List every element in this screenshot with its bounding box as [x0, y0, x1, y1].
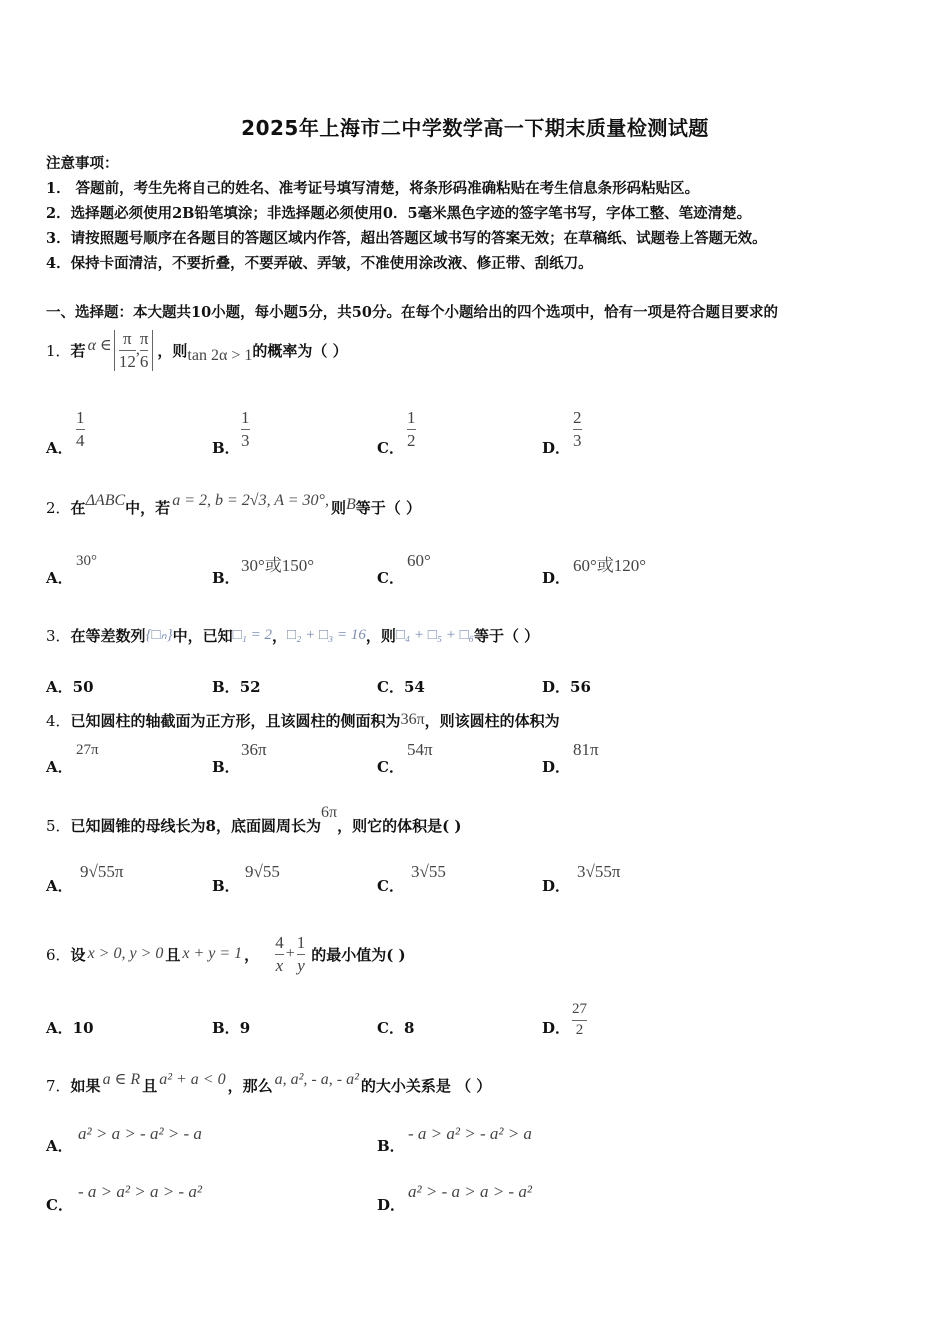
option-label: A． [46, 569, 73, 587]
option-label: B． [212, 877, 240, 895]
option-label: B． [377, 1137, 405, 1155]
question-number: 1． [46, 341, 71, 360]
question-text: 的概率为（ ） [252, 341, 348, 360]
option-value: 50 [72, 678, 94, 696]
notice-item: 1． 答题前，考生先将自己的姓名、准考证号填写清楚，将条形码准确粘贴在考生信息条形码粘贴区。 [46, 180, 700, 197]
option-label: C．8 [377, 1019, 415, 1037]
option-label: D． [542, 569, 571, 587]
option-label: D． [542, 439, 571, 457]
option-value: 56 [570, 678, 591, 696]
option-label: C．54 [377, 678, 425, 696]
option-label: D． [542, 877, 571, 895]
math-sequence: {□ₙ} [145, 627, 173, 643]
question-7: 7．如果 a ∈ R 且 a² + a < 0 ，那么 a, a², - a, - a² 的大小关系是 （ ） [46, 1071, 492, 1095]
question-number: 4． [46, 712, 71, 730]
math-condition: α ∈ [87, 337, 112, 355]
option-label: C． [377, 439, 404, 457]
option-label: D． [542, 1019, 571, 1037]
option-value: $\frac{27}{2}$ [572, 1001, 587, 1038]
option-label: A． [46, 877, 73, 895]
option-label: D． [542, 758, 571, 776]
option-value: - a > a² > - a² > a [408, 1124, 532, 1143]
question-2: 2．在ΔABC中，若 a = 2, b = 2√3, A = 30°, 则B等于（ ） [46, 492, 421, 517]
question-number: 2． [46, 499, 71, 517]
option-value: 27π [76, 742, 99, 758]
question-6: 6． 设 x > 0, y > 0 且 x + y = 1 ， $\frac{4}{x}$ + $\frac{1}{y}$ 的最小值为( ) [46, 932, 406, 975]
option-value: 30° [76, 553, 97, 569]
question-number: 7． [46, 1077, 71, 1095]
math-condition: a = 2, b = 2√3, A = 30°, [172, 492, 329, 509]
option-value: a² > a > - a² > - a [78, 1124, 202, 1143]
option-value: 10 [72, 1019, 94, 1037]
question-3: 3．在等差数列{□ₙ}中，已知□₁ = 2，□₂ + □₃ = 16，则□₄ + □₅ + □₆等于（ ） [46, 627, 540, 645]
option-value: 54π [407, 740, 433, 759]
option-value: a² > - a > a > - a² [408, 1182, 532, 1201]
option-value: 9√55π [80, 862, 124, 881]
option-label: B．9 [212, 1019, 251, 1037]
option-label: A．10 [46, 1019, 94, 1037]
option-value: 36π [241, 740, 267, 759]
question-number: 5． [46, 817, 71, 835]
option-value: 9√55 [245, 862, 280, 881]
question-text: 若 [70, 341, 86, 360]
option-label: C． [46, 1196, 73, 1214]
notice-item: 3．请按照题号顺序在各题目的答题区域内作答，超出答题区域书写的答案无效；在草稿纸、试题卷上答题无效。 [46, 230, 767, 247]
option-value: $\frac{2}{3}$ [573, 408, 582, 450]
option-label: C． [377, 877, 404, 895]
option-value: 60° [407, 551, 431, 570]
notice-item: 2．选择题必须使用2B铅笔填涂；非选择题必须使用0．5毫米黑色字迹的签字笔书写，字体工整、笔迹清楚。 [46, 205, 752, 222]
question-number: 3． [46, 627, 71, 645]
option-label: C． [377, 569, 404, 587]
option-value: 60°或120° [573, 556, 647, 575]
option-label: A． [46, 758, 73, 776]
option-label: C． [377, 758, 404, 776]
option-label: A．50 [46, 678, 94, 696]
math-condition: tan 2α > 1 [187, 347, 253, 365]
option-value: 3√55π [577, 862, 621, 881]
option-label: B． [212, 439, 240, 457]
option-value: 30°或150° [241, 556, 315, 575]
option-value: $\frac{1}{4}$ [76, 408, 85, 450]
question-text: ，则 [157, 341, 188, 360]
option-value: - a > a² > a > - a² [78, 1182, 202, 1201]
math-expression: $\frac{4}{x}$ + $\frac{1}{y}$ [275, 932, 306, 975]
option-value: 52 [239, 678, 261, 696]
option-value: 8 [403, 1019, 415, 1037]
option-label: B．52 [212, 678, 261, 696]
section-heading: 一、选择题：本大题共10小题，每小题5分，共50分。在每个小题给出的四个选项中，恰有一项是符合题目要求的 [46, 304, 778, 321]
option-label: D．56 [542, 678, 591, 696]
option-value: 81π [573, 740, 599, 759]
notice-item: 4．保持卡面清洁，不要折叠，不要弄破、弄皱，不准使用涂改液、修正带、刮纸刀。 [46, 255, 593, 272]
question-4: 4．已知圆柱的轴截面为正方形，且该圆柱的侧面积为36π，则该圆柱的体积为 [46, 711, 560, 730]
option-value: 9 [239, 1019, 251, 1037]
option-label: B． [212, 758, 240, 776]
option-label: A． [46, 1137, 73, 1155]
option-value: $\frac{1}{2}$ [407, 408, 416, 450]
option-label: A． [46, 439, 73, 457]
question-1 [46, 330, 348, 371]
option-label: B． [212, 569, 240, 587]
interval: $\frac{\pi}{12}$ , $\frac{\pi}{6}$ [114, 330, 154, 371]
question-5: 5．已知圆锥的母线长为8，底面圆周长为6π，则它的体积是( ) [46, 804, 462, 835]
option-value: 54 [403, 678, 425, 696]
page-title: 2025年上海市二中学数学高一下期末质量检测试题 [241, 116, 709, 140]
option-value: $\frac{1}{3}$ [241, 408, 250, 450]
math-triangle: ΔABC [85, 492, 126, 509]
option-value: 3√55 [411, 862, 446, 881]
option-label: D． [377, 1196, 406, 1214]
notice-heading: 注意事项： [46, 155, 119, 172]
question-number: 6． [46, 945, 71, 964]
